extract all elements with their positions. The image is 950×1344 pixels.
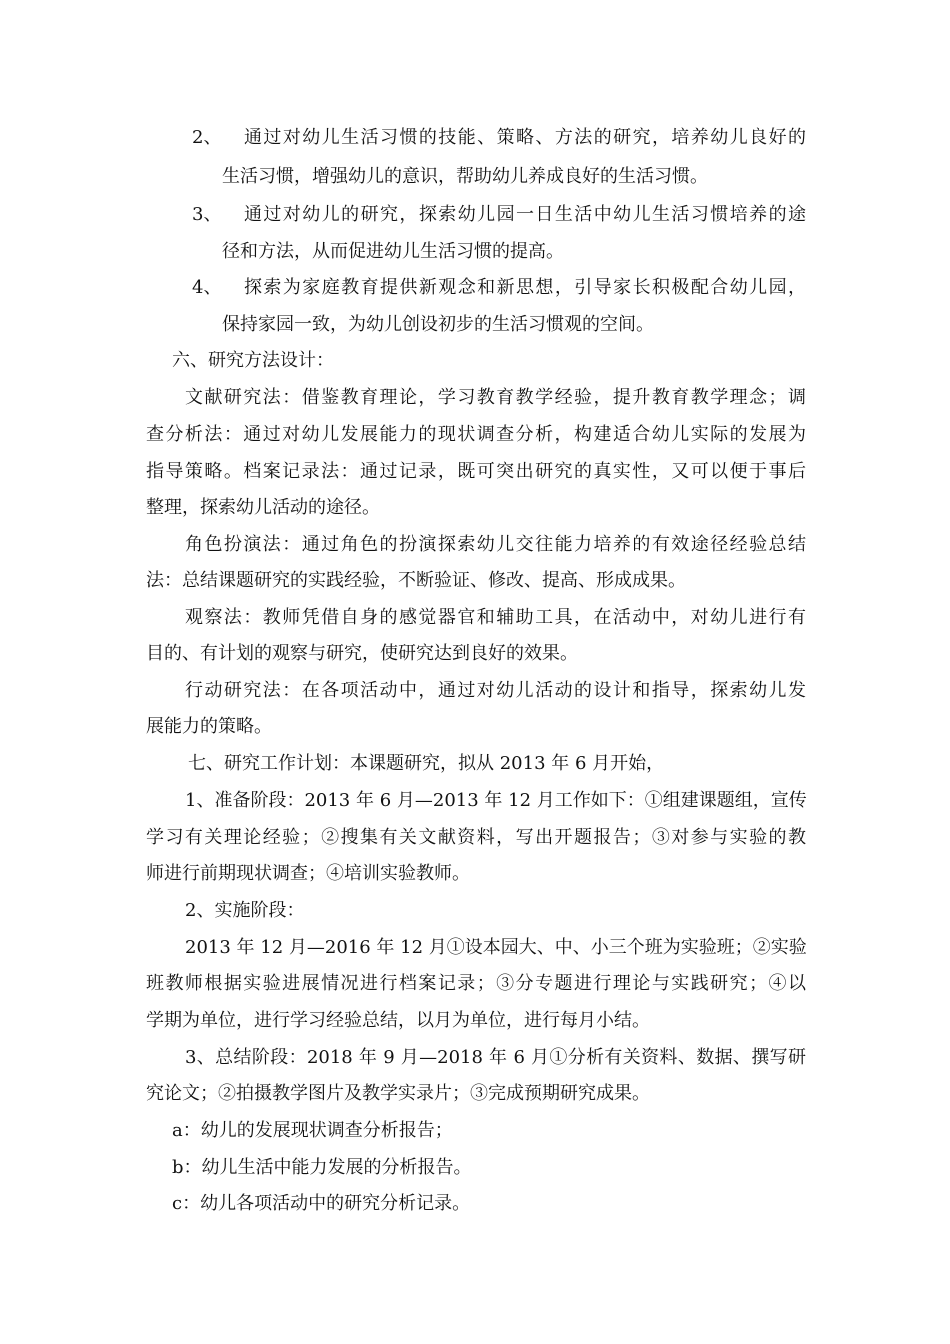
paragraph-line: 角色扮演法：通过角色的扮演探索幼儿交往能力培养的有效途径经验总结: [185, 534, 806, 555]
section-heading: 七、研究工作计划：本课题研究，拟从 2013 年 6 月开始，: [188, 753, 665, 774]
list-item-text: 通过对幼儿的研究，探索幼儿园一日生活中幼儿生活习惯培养的途: [244, 204, 806, 225]
outcome-item: c：幼儿各项活动中的研究分析记录。: [172, 1193, 471, 1214]
list-item-text: 径和方法，从而促进幼儿生活习惯的提高。: [222, 241, 564, 262]
paragraph-line: 查分析法：通过对幼儿发展能力的现状调查分析，构建适合幼儿实际的发展为: [146, 424, 806, 445]
list-item-text: 保持家园一致，为幼儿创设初步的生活习惯观的空间。: [222, 314, 654, 335]
list-number: 3、: [192, 204, 222, 225]
list-number: 4、: [192, 277, 222, 298]
paragraph-line: 师进行前期现状调查；④培训实验教师。: [146, 863, 470, 884]
paragraph-line: 学期为单位，进行学习经验总结，以月为单位，进行每月小结。: [146, 1010, 650, 1031]
paragraph-line: 法：总结课题研究的实践经验，不断验证、修改、提高、形成成果。: [146, 570, 686, 591]
section-heading: 六、研究方法设计：: [172, 350, 334, 371]
list-item-text: 探索为家庭教育提供新观念和新思想，引导家长积极配合幼儿园，: [244, 277, 806, 298]
stage-heading: 2、实施阶段：: [185, 900, 305, 921]
paragraph-line: 展能力的策略。: [146, 716, 272, 737]
paragraph-line: 究论文；②拍摄教学图片及教学实录片；③完成预期研究成果。: [146, 1083, 650, 1104]
paragraph-line: 1、准备阶段：2013 年 6 月—2013 年 12 月工作如下：①组建课题组，宣传: [185, 790, 807, 811]
paragraph-line: 学习有关理论经验；②搜集有关文献资料，写出开题报告；③对参与实验的教: [146, 827, 806, 848]
paragraph-line: 文献研究法：借鉴教育理论，学习教育教学经验，提升教育教学理念；调: [185, 387, 806, 408]
paragraph-line: 班教师根据实验进展情况进行档案记录；③分专题进行理论与实践研究；④以: [146, 973, 806, 994]
outcome-item: b：幼儿生活中能力发展的分析报告。: [172, 1157, 472, 1178]
paragraph-line: 观察法：教师凭借自身的感觉器官和辅助工具，在活动中，对幼儿进行有: [185, 607, 806, 628]
outcome-item: a：幼儿的发展现状调查分析报告；: [172, 1120, 453, 1141]
paragraph-line: 整理，探索幼儿活动的途径。: [146, 497, 380, 518]
list-item-text: 生活习惯，增强幼儿的意识，帮助幼儿养成良好的生活习惯。: [222, 166, 708, 187]
paragraph-line: 行动研究法：在各项活动中，通过对幼儿活动的设计和指导，探索幼儿发: [185, 680, 806, 701]
paragraph-line: 3、总结阶段：2018 年 9 月—2018 年 6 月①分析有关资料、数据、撰写研: [185, 1047, 806, 1068]
paragraph-line: 指导策略。档案记录法：通过记录，既可突出研究的真实性，又可以便于事后: [146, 461, 806, 482]
list-item-text: 通过对幼儿生活习惯的技能、策略、方法的研究，培养幼儿良好的: [244, 127, 806, 148]
list-number: 2、: [192, 127, 222, 148]
paragraph-line: 2013 年 12 月—2016 年 12 月①设本园大、中、小三个班为实验班；②实验: [185, 937, 807, 958]
paragraph-line: 目的、有计划的观察与研究，使研究达到良好的效果。: [146, 643, 578, 664]
